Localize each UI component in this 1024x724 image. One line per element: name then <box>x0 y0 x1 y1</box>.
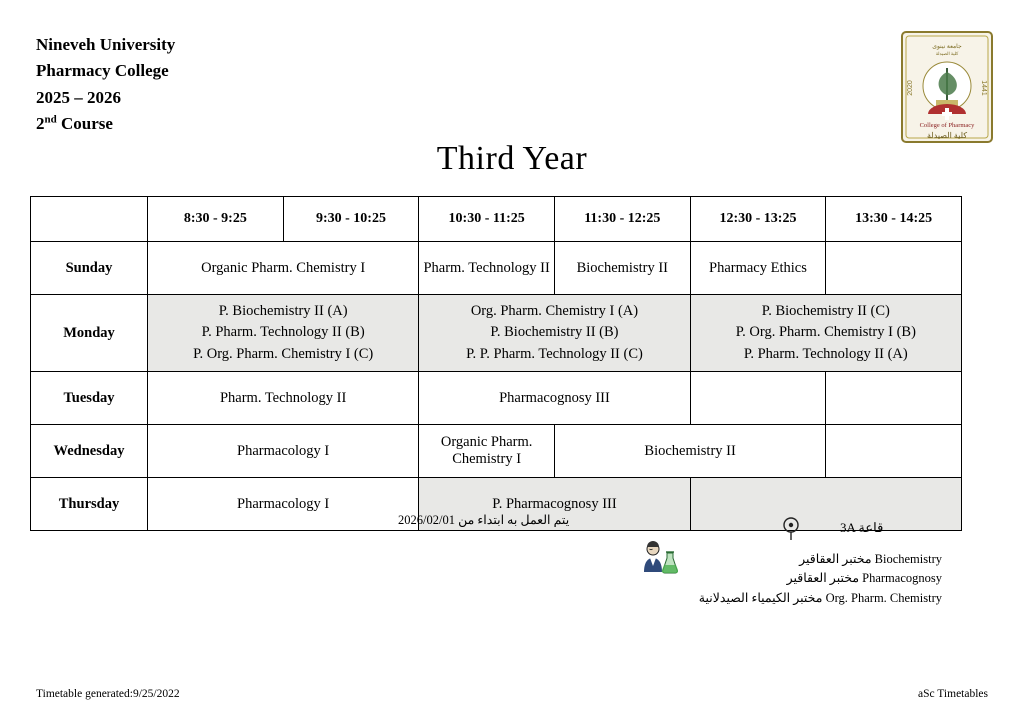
lab-legend <box>699 550 942 608</box>
page-title: Third Year <box>436 140 588 177</box>
header-line-course <box>36 111 175 137</box>
timetable-session-cell: Biochemistry II <box>554 242 690 295</box>
timetable-column-header: 8:30 - 9:25 <box>148 197 284 242</box>
timetable <box>30 196 962 531</box>
footer-generated-date: Timetable generated:9/25/2022 <box>36 688 180 700</box>
timetable-session-cell: P. Biochemistry II (C) P. Org. Pharm. Chemistry I (B) P. Pharm. Technology II (A) <box>690 295 961 372</box>
timetable-empty-cell <box>826 372 962 425</box>
svg-text:1441: 1441 <box>980 80 987 96</box>
timetable-column-header: 12:30 - 13:25 <box>690 197 826 242</box>
timetable-corner-cell <box>31 197 148 242</box>
room-label: 3A قاعة <box>840 520 884 535</box>
timetable-day-label: Monday <box>31 295 148 372</box>
timetable-session-cell: Pharmacology I <box>148 478 419 531</box>
timetable-day-label: Tuesday <box>31 372 148 425</box>
svg-text:كلية الصيدلة: كلية الصيدلة <box>926 131 968 140</box>
footer-product-name: aSc Timetables <box>918 688 988 700</box>
timetable-day-label: Sunday <box>31 242 148 295</box>
timetable-row <box>31 372 962 425</box>
timetable-column-header: 13:30 - 14:25 <box>826 197 962 242</box>
timetable-session-cell: Org. Pharm. Chemistry I (A) P. Biochemistry II (B) P. P. Pharm. Technology II (C) <box>419 295 690 372</box>
legend-item-org-pharm-chemistry: مختبر الكيمياء الصيدلانية Org. Pharm. Chemistry <box>698 590 942 605</box>
timetable-session-cell: Pharm. Technology II <box>148 372 419 425</box>
college-emblem-icon <box>898 28 996 146</box>
document-header <box>36 32 175 137</box>
timetable-empty-cell <box>826 425 962 478</box>
svg-text:College of Pharmacy: College of Pharmacy <box>919 122 975 129</box>
header-line-academic-year: 2025 – 2026 <box>36 87 121 107</box>
lab-scientist-icon <box>638 540 678 574</box>
course-ordinal-suffix: nd <box>44 113 57 126</box>
timetable-session-cell: Pharmacognosy III <box>419 372 690 425</box>
timetable-row <box>31 295 962 372</box>
timetable-header-row <box>31 197 962 242</box>
timetable-day-label: Thursday <box>31 478 148 531</box>
timetable-column-header: 11:30 - 12:25 <box>554 197 690 242</box>
legend-item-biochemistry: مختبر العقاقير Biochemistry <box>799 552 942 566</box>
svg-text:كلية الصيدلة: كلية الصيدلة <box>935 51 959 56</box>
timetable-container <box>30 196 962 531</box>
timetable-session-cell: P. Biochemistry II (A) P. Pharm. Technology II (B) P. Org. Pharm. Chemistry I (C) <box>148 295 419 372</box>
timetable-empty-cell <box>826 242 962 295</box>
header-line-college: Pharmacy College <box>36 61 169 81</box>
timetable-row <box>31 425 962 478</box>
timetable-row <box>31 242 962 295</box>
timetable-column-header: 10:30 - 11:25 <box>419 197 555 242</box>
legend-item-pharmacognosy: مختبر العقاقير Pharmacognosy <box>786 571 942 586</box>
header-line-university: Nineveh University <box>36 35 176 54</box>
location-pin-icon <box>780 516 802 542</box>
timetable-body <box>31 242 962 531</box>
course-word: Course <box>56 114 113 134</box>
timetable-session-cell: Organic Pharm. Chemistry I <box>419 425 555 478</box>
svg-text:جامعة نينوى: جامعة نينوى <box>932 44 962 50</box>
timetable-empty-cell <box>690 372 826 425</box>
timetable-session-cell: Pharmacology I <box>148 425 419 478</box>
timetable-session-cell: Pharm. Technology II <box>419 242 555 295</box>
svg-text:2020: 2020 <box>907 80 914 96</box>
timetable-session-cell: Organic Pharm. Chemistry I <box>148 242 419 295</box>
course-number: 2 <box>36 114 45 134</box>
timetable-day-label: Wednesday <box>31 425 148 478</box>
start-date-note: يتم العمل به ابتداء من 2026/02/01 <box>398 513 570 527</box>
timetable-column-header: 9:30 - 10:25 <box>283 197 419 242</box>
timetable-session-cell: Biochemistry II <box>554 425 825 478</box>
timetable-empty-cell <box>690 478 961 531</box>
timetable-session-cell: Pharmacy Ethics <box>690 242 826 295</box>
timetable-session-cell: P. Pharmacognosy III <box>419 478 690 531</box>
